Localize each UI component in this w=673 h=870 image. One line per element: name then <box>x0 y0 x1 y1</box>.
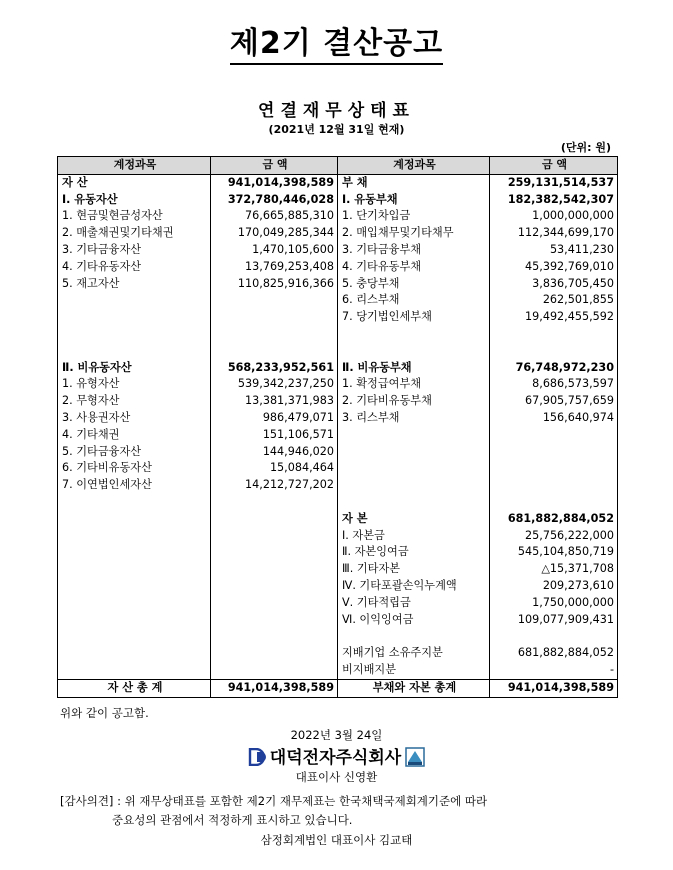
cell-account-right: 2. 기타비유동부채 <box>338 393 490 410</box>
cell-amount-right: 109,077,909,431 <box>490 612 618 629</box>
cell-account-left: 1. 현금및현금성자산 <box>58 208 211 225</box>
table-row <box>58 662 618 679</box>
table-body <box>58 174 618 679</box>
announcement-note: 위와 같이 공고함. <box>60 706 149 720</box>
company-name: 대덕전자주식회사 <box>269 748 402 768</box>
table-row <box>58 242 618 259</box>
cell-account-right: Ⅰ. 자본금 <box>338 528 490 545</box>
cell-account-right: 부 채 <box>338 174 490 191</box>
cell-amount-left: 941,014,398,589 <box>211 174 338 191</box>
table-row <box>58 444 618 461</box>
cell-amount-left: 539,342,237,250 <box>211 376 338 393</box>
cell-amount-right: 1,750,000,000 <box>490 595 618 612</box>
auditor-signature: 삼정회계법인 대표이사 김교태 <box>260 833 413 847</box>
table-row <box>58 343 618 360</box>
cell-amount-right: 3,836,705,450 <box>490 276 618 293</box>
table-row <box>58 174 618 191</box>
cell-amount-left: 151,106,571 <box>211 427 338 444</box>
cell-amount-right: - <box>490 662 618 679</box>
cell-account-right: 7. 당기법인세부채 <box>338 309 490 326</box>
statement-title: 연결재무상태표 <box>258 101 415 121</box>
cell-account-right: Ⅲ. 기타자본 <box>338 561 490 578</box>
cell-account-right: Ⅱ. 자본잉여금 <box>338 544 490 561</box>
header-amount-right: 금 액 <box>490 157 618 175</box>
cell-amount-right: 8,686,573,597 <box>490 376 618 393</box>
table-row <box>58 326 618 343</box>
cell-amount-right: 156,640,974 <box>490 410 618 427</box>
table-row <box>58 192 618 209</box>
cell-account-left: 5. 기타금융자산 <box>58 444 211 461</box>
table-row <box>58 208 618 225</box>
cell-account-right: 지배기업 소유주지분 <box>338 645 490 662</box>
cell-account-right: Ⅳ. 기타포괄손익누계액 <box>338 578 490 595</box>
cell-amount-right: 67,905,757,659 <box>490 393 618 410</box>
cell-account-left: 5. 재고자산 <box>58 276 211 293</box>
cell-account-left: 6. 기타비유동자산 <box>58 460 211 477</box>
cell-amount-left: 986,479,071 <box>211 410 338 427</box>
statement-date: (2021년 12월 31일 현재) <box>268 123 405 136</box>
cell-amount-left: 13,381,371,983 <box>211 393 338 410</box>
cell-account-right: 6. 리스부채 <box>338 292 490 309</box>
cell-account-left: 자 산 <box>58 174 211 191</box>
cell-amount-right: 25,756,222,000 <box>490 528 618 545</box>
cell-account-right <box>338 494 490 511</box>
total-assets-label: 자 산 총 계 <box>58 679 211 697</box>
header-amount-left: 금 액 <box>211 157 338 175</box>
cell-account-right <box>338 628 490 645</box>
cell-account-left: Ⅰ. 유동자산 <box>58 192 211 209</box>
cell-account-left: 4. 기타유동자산 <box>58 259 211 276</box>
cell-amount-left <box>211 662 338 679</box>
cell-account-right <box>338 427 490 444</box>
cell-amount-right: 259,131,514,537 <box>490 174 618 191</box>
cell-account-left: Ⅱ. 비유동자산 <box>58 360 211 377</box>
cell-account-left <box>58 628 211 645</box>
cell-account-left <box>58 662 211 679</box>
cell-amount-right <box>490 477 618 494</box>
cell-account-right: Ⅰ. 유동부채 <box>338 192 490 209</box>
table-row <box>58 393 618 410</box>
cell-account-right <box>338 477 490 494</box>
cell-amount-right: 262,501,855 <box>490 292 618 309</box>
cell-account-right <box>338 460 490 477</box>
cell-account-left: 2. 매출채권및기타채권 <box>58 225 211 242</box>
cell-amount-right <box>490 326 618 343</box>
cell-account-left <box>58 561 211 578</box>
cell-amount-left: 13,769,253,408 <box>211 259 338 276</box>
cell-amount-left <box>211 309 338 326</box>
cell-amount-left: 15,084,464 <box>211 460 338 477</box>
table-row <box>58 460 618 477</box>
cell-amount-left <box>211 326 338 343</box>
table-row <box>58 276 618 293</box>
cell-amount-right <box>490 494 618 511</box>
page-title: 제2기 결산공고 <box>0 18 673 62</box>
cell-account-left <box>58 326 211 343</box>
cell-account-right <box>338 326 490 343</box>
cell-account-right: 5. 충당부채 <box>338 276 490 293</box>
cell-amount-left <box>211 292 338 309</box>
cell-account-left <box>58 578 211 595</box>
cell-amount-right: △15,371,708 <box>490 561 618 578</box>
cell-amount-left <box>211 595 338 612</box>
cell-amount-right <box>490 460 618 477</box>
cell-amount-right: 681,882,884,052 <box>490 511 618 528</box>
cell-account-left <box>58 595 211 612</box>
company-seal-icon <box>405 747 425 767</box>
cell-account-right: 1. 단기차입금 <box>338 208 490 225</box>
cell-amount-right: 45,392,769,010 <box>490 259 618 276</box>
cell-account-right: Ⅵ. 이익잉여금 <box>338 612 490 629</box>
table-row <box>58 494 618 511</box>
announcement-date: 2022년 3월 24일 <box>290 728 383 742</box>
cell-amount-right: 681,882,884,052 <box>490 645 618 662</box>
cell-amount-left <box>211 544 338 561</box>
cell-amount-left: 568,233,952,561 <box>211 360 338 377</box>
total-row <box>58 679 618 697</box>
cell-amount-right: 545,104,850,719 <box>490 544 618 561</box>
cell-account-left: 2. 무형자산 <box>58 393 211 410</box>
cell-amount-left <box>211 343 338 360</box>
cell-account-left <box>58 528 211 545</box>
company-line <box>0 743 673 768</box>
cell-account-left <box>58 309 211 326</box>
table-row <box>58 477 618 494</box>
total-liabilities-equity-amount: 941,014,398,589 <box>490 679 618 697</box>
table-row <box>58 612 618 629</box>
cell-account-right <box>338 343 490 360</box>
cell-account-left <box>58 612 211 629</box>
cell-amount-left: 1,470,105,600 <box>211 242 338 259</box>
cell-amount-left: 372,780,446,028 <box>211 192 338 209</box>
table-row <box>58 410 618 427</box>
cell-amount-right: 53,411,230 <box>490 242 618 259</box>
cell-account-right <box>338 444 490 461</box>
cell-amount-left <box>211 645 338 662</box>
cell-amount-right: 209,273,610 <box>490 578 618 595</box>
cell-amount-right: 1,000,000,000 <box>490 208 618 225</box>
audit-opinion-line-2: 중요성의 관점에서 적정하게 표시하고 있습니다. <box>112 813 353 827</box>
cell-amount-left <box>211 561 338 578</box>
table-row <box>58 511 618 528</box>
table-row <box>58 645 618 662</box>
cell-account-left: 7. 이연법인세자산 <box>58 477 211 494</box>
cell-account-right: 3. 리스부채 <box>338 410 490 427</box>
cell-amount-left <box>211 612 338 629</box>
table-row <box>58 595 618 612</box>
cell-amount-left <box>211 578 338 595</box>
cell-amount-right: 19,492,455,592 <box>490 309 618 326</box>
cell-amount-right <box>490 427 618 444</box>
table-row <box>58 628 618 645</box>
cell-amount-right <box>490 343 618 360</box>
cell-account-left: 4. 기타채권 <box>58 427 211 444</box>
cell-account-right: 2. 매입채무및기타채무 <box>338 225 490 242</box>
cell-amount-right: 182,382,542,307 <box>490 192 618 209</box>
cell-amount-left: 170,049,285,344 <box>211 225 338 242</box>
cell-amount-left: 76,665,885,310 <box>211 208 338 225</box>
cell-amount-left: 110,825,916,366 <box>211 276 338 293</box>
balance-sheet-table <box>57 156 618 698</box>
ceo-name: 대표이사 신영환 <box>295 770 378 784</box>
cell-account-right: Ⅴ. 기타적립금 <box>338 595 490 612</box>
cell-account-right: 3. 기타금융부채 <box>338 242 490 259</box>
cell-account-left <box>58 343 211 360</box>
audit-opinion-line-1: [감사의견] : 위 재무상태표를 포함한 제2기 재무제표는 한국채택국제회계기준에 따라 <box>60 794 488 808</box>
cell-account-left: 3. 기타금융자산 <box>58 242 211 259</box>
header-account-left: 계정과목 <box>58 157 211 175</box>
cell-account-left: 3. 사용권자산 <box>58 410 211 427</box>
cell-account-right: 4. 기타유동부채 <box>338 259 490 276</box>
cell-account-left <box>58 511 211 528</box>
table-header-row <box>58 157 618 175</box>
cell-account-left <box>58 544 211 561</box>
cell-account-right: 1. 확정급여부채 <box>338 376 490 393</box>
table-row <box>58 225 618 242</box>
cell-account-right: 비지배지분 <box>338 662 490 679</box>
table-row <box>58 427 618 444</box>
total-liabilities-equity-label: 부채와 자본 총계 <box>338 679 490 697</box>
table-row <box>58 360 618 377</box>
cell-account-left <box>58 292 211 309</box>
table-row <box>58 544 618 561</box>
table-row <box>58 376 618 393</box>
cell-amount-left <box>211 494 338 511</box>
table-row <box>58 561 618 578</box>
cell-account-left: 1. 유형자산 <box>58 376 211 393</box>
table-row <box>58 292 618 309</box>
cell-amount-left: 144,946,020 <box>211 444 338 461</box>
header-account-right: 계정과목 <box>338 157 490 175</box>
unit-label: (단위: 원) <box>560 141 611 154</box>
table-row <box>58 309 618 326</box>
cell-amount-left <box>211 511 338 528</box>
table-row <box>58 578 618 595</box>
cell-amount-left <box>211 628 338 645</box>
cell-account-left <box>58 494 211 511</box>
cell-account-right: Ⅱ. 비유동부채 <box>338 360 490 377</box>
table-row <box>58 259 618 276</box>
cell-amount-left <box>211 528 338 545</box>
cell-amount-right <box>490 628 618 645</box>
cell-account-right: 자 본 <box>338 511 490 528</box>
cell-amount-right: 112,344,699,170 <box>490 225 618 242</box>
cell-amount-left: 14,212,727,202 <box>211 477 338 494</box>
table-row <box>58 528 618 545</box>
total-assets-amount: 941,014,398,589 <box>211 679 338 697</box>
company-logo-icon <box>248 748 268 766</box>
cell-account-left <box>58 645 211 662</box>
cell-amount-right <box>490 444 618 461</box>
cell-amount-right: 76,748,972,230 <box>490 360 618 377</box>
